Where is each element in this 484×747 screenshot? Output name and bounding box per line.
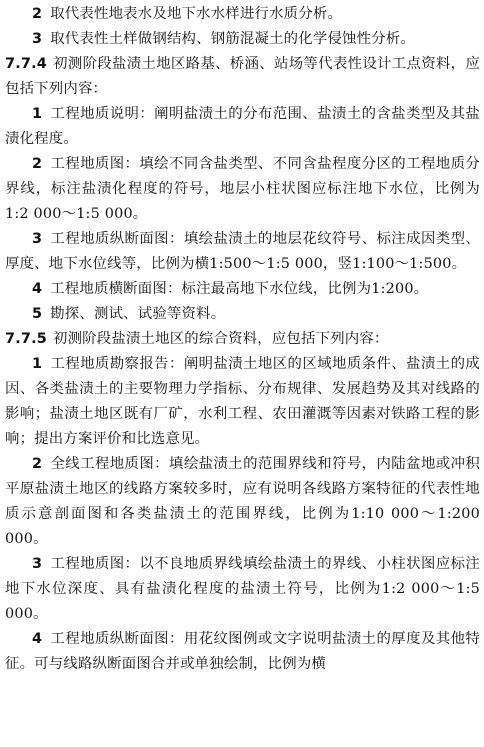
paragraph-text: 工程地质纵断面图：用花纹图例或文字说明盐渍土的厚度及其他特征。可与线路纵断面图合并或单独绘制，比例为横	[5, 631, 480, 672]
item-number: 2	[32, 156, 43, 172]
paragraph-item	[5, 552, 480, 627]
paragraph-text: 工程地质纵断面图：填绘盐渍土的地层花纹符号、标注成因类型、厚度、地下水位线等，比例为横1:500～1:5 000，竖1:100～1:500。	[5, 231, 480, 272]
paragraph-text: 初测阶段盐渍土地区路基、桥涵、站场等代表性设计工点资料，应包括下列内容：	[5, 56, 480, 97]
item-number: 4	[32, 631, 43, 647]
section-number: 7.7.4	[5, 56, 47, 72]
paragraph-text: 取代表性地表水及地下水水样进行水质分析。	[50, 6, 343, 22]
paragraph-item	[5, 452, 480, 552]
section-number: 7.7.5	[5, 331, 47, 347]
paragraph-item	[5, 627, 480, 677]
paragraph-item	[5, 227, 480, 277]
item-number: 3	[32, 31, 43, 47]
item-number: 3	[32, 556, 43, 572]
paragraph-text: 全线工程地质图：填绘盐渍土的范围界线和符号，内陆盆地或冲积平原盐渍土地区的线路方案较多时，应有说明各线路方案特征的代表性地质示意剖面图和各类盐渍土的范围界线，比例为1:10 000～1:200 000。	[5, 456, 480, 547]
item-number: 2	[32, 456, 43, 472]
paragraph-text: 工程地质图：以不良地质界线填绘盐渍土的界线、小柱状图应标注地下水位深度、具有盐渍化程度的盐渍土符号，比例为1:2 000～1:5 000。	[5, 556, 480, 622]
item-number: 4	[32, 281, 43, 297]
paragraph-text: 取代表性土样做钢结构、钢筋混凝土的化学侵蚀性分析。	[50, 31, 415, 47]
paragraph-text: 勘探、测试、试验等资料。	[50, 306, 226, 322]
paragraph-item	[5, 102, 480, 152]
section-paragraph	[5, 327, 480, 352]
section-paragraph	[5, 52, 480, 102]
paragraph-text: 初测阶段盐渍土地区的综合资料，应包括下列内容：	[52, 331, 389, 347]
paragraph-item	[5, 2, 480, 27]
item-number: 2	[32, 6, 43, 22]
item-number: 5	[32, 306, 43, 322]
item-number: 1	[32, 356, 43, 372]
item-number: 1	[32, 106, 43, 122]
paragraph-item	[5, 277, 480, 302]
paragraph-text: 工程地质横断面图：标注最高地下水位线，比例为1:200。	[50, 281, 429, 297]
paragraph-item	[5, 152, 480, 227]
paragraph-item	[5, 27, 480, 52]
item-number: 3	[32, 231, 43, 247]
paragraph-text: 工程地质说明：阐明盐渍土的分布范围、盐渍土的含盐类型及其盐渍化程度。	[5, 106, 480, 147]
paragraph-item	[5, 302, 480, 327]
paragraph-text: 工程地质图：填绘不同含盐类型、不同含盐程度分区的工程地质分界线，标注盐渍化程度的符号，地层小柱状图应标注地下水位，比例为1:2 000～1:5 000。	[5, 156, 480, 222]
paragraph-text: 工程地质勘察报告：阐明盐渍土地区的区域地质条件、盐渍土的成因、各类盐渍土的主要物理力学指标、分布规律、发展趋势及其对线路的影响；盐渍土地区既有厂矿，水利工程、农田灌溉等因素对铁路工程的影响；提出方案评价和比选意见。	[5, 356, 480, 447]
paragraph-item	[5, 352, 480, 452]
